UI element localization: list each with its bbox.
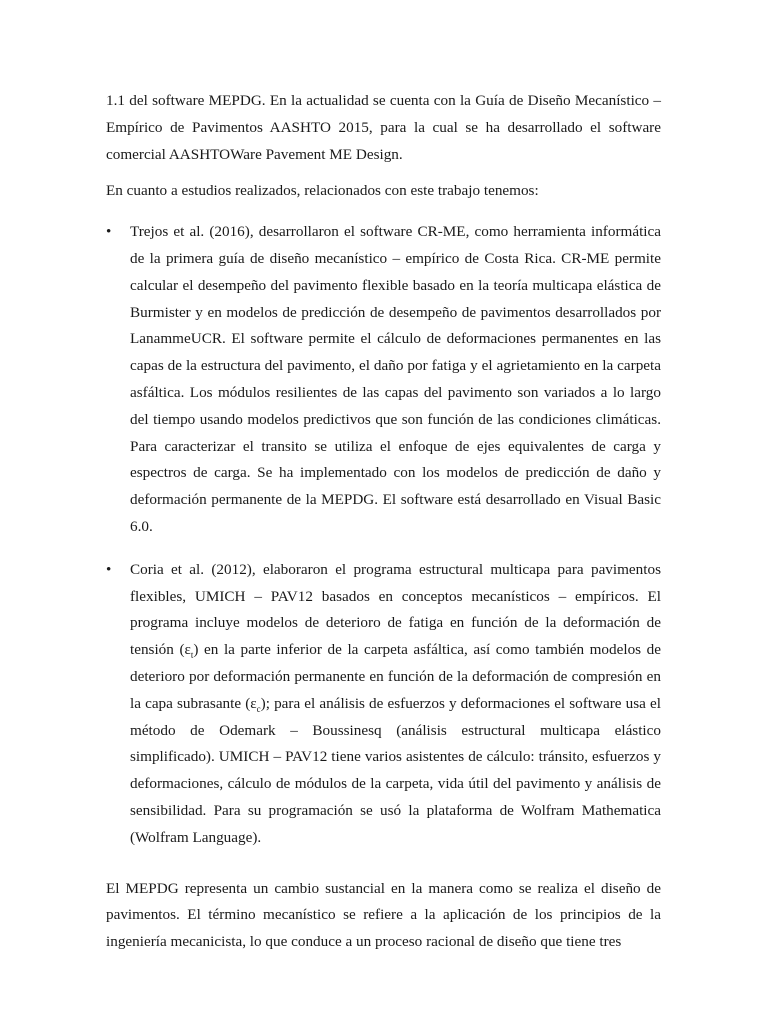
coria-text-part2: ) en la parte inferior de la carpeta asfáltica, así como también modelos de deterioro por deformación permanente en función de la deformación de compresión en la capa subrasante (ε: [130, 641, 661, 712]
mepdg-paragraph: El MEPDG representa un cambio sustancial en la manera como se realiza el diseño de pavimentos. El término mecanístico se refiere a la aplicación de los principios de la ingeniería mecanicista, lo que conduce a un proceso racional de diseño que tiene tres: [106, 879, 661, 951]
strain-subscript-c: c: [256, 703, 261, 714]
bullet-icon: •: [106, 223, 112, 241]
coria-text-part3: ); para el análisis de esfuerzos y deformaciones el software usa el método de Odemark – Boussinesq (análisis estructural multicapa elástico simplificado). UMICH – PAV12 tiene varios asistentes de cálculo: tránsito, esfuerzos y deformaciones, cálculo de módulos de la carpeta, vida útil del pavimento y análisis de sensibilidad. Para su programación se usó la plataforma de Wolfram Mathematica (Wolfram Language).: [130, 694, 661, 846]
intro-paragraph: 1.1 del software MEPDG. En la actualidad se cuenta con la Guía de Diseño Mecanístico – Empírico de Pavimentos AASHTO 2015, para la cual se ha desarrollado el software comercial AASHTOWare Pavement ME Design.: [106, 92, 661, 163]
strain-subscript-t: t: [190, 650, 194, 661]
studies-lead-paragraph: En cuanto a estudios realizados, relacionados con este trabajo tenemos:: [106, 182, 539, 200]
coria-text: [130, 561, 661, 846]
trejos-text: Trejos et al. (2016), desarrollaron el software CR-ME, como herramienta informática de la primera guía de diseño mecanístico – empírico de Costa Rica. CR-ME permite calcular el desempeño del pavimento flexible basado en la teoría multicapa elástica de Burmister y en modelos de predicción de desempeño de pavimentos desarrollados por LanammeUCR. El software permite el cálculo de deformaciones permanentes en las capas de la estructura del pavimento, el daño por fatiga y el agrietamiento en la carpeta asfáltica. Los módulos resilientes de las capas del pavimento son variados a lo largo del tiempo usando modelos predictivos que son función de las condiciones climáticas. Para caracterizar el transito se utiliza el enfoque de ejes equivalentes de carga y espectros de carga. Se ha implementado con los modelos de predicción de daño y deformación permanente de la MEPDG. El software está desarrollado en Visual Basic 6.0.: [130, 223, 661, 535]
document-page: [106, 88, 661, 956]
studies-list: [106, 219, 661, 851]
list-item-coria: [106, 557, 661, 852]
bullet-icon: •: [106, 560, 112, 578]
list-item-trejos: [106, 219, 661, 541]
coria-text-part1: Coria et al. (2012), elaboraron el programa estructural multicapa para pavimentos flexibles, UMICH – PAV12 basados en conceptos mecanísticos – empíricos. El programa incluye modelos de deterioro de fatiga en función de la deformación de tensión (ε: [130, 560, 661, 659]
